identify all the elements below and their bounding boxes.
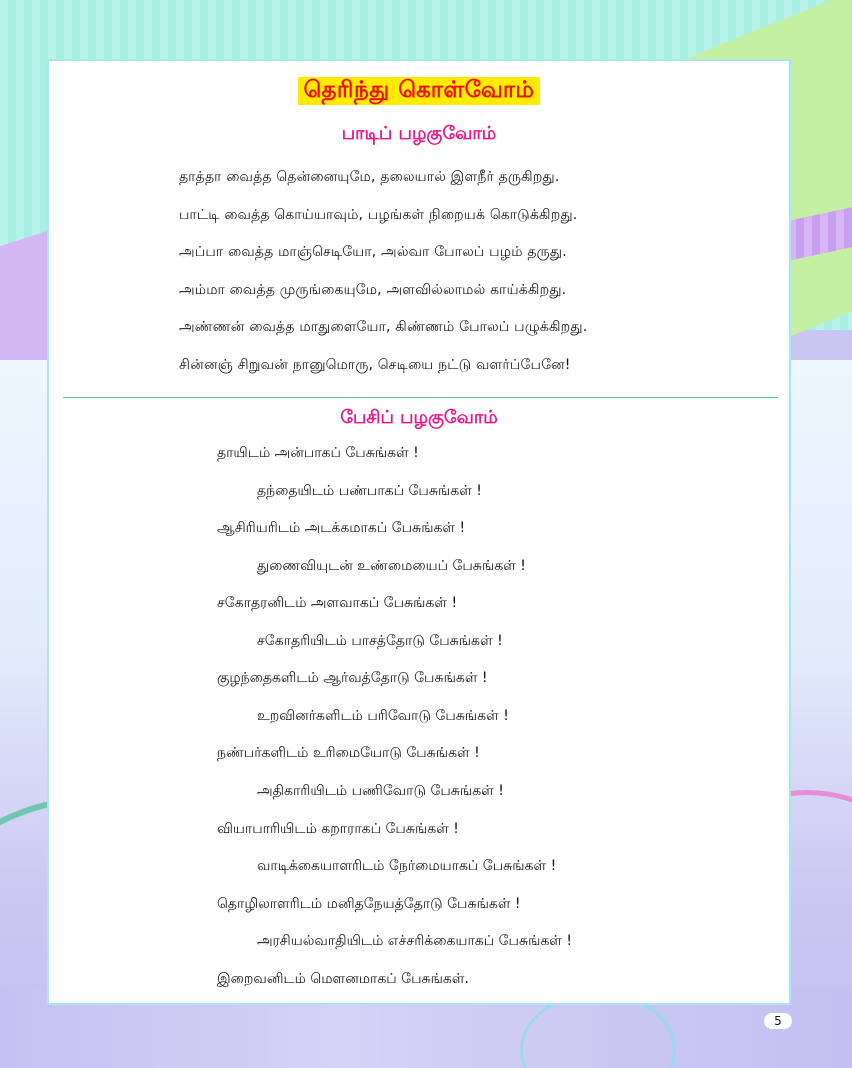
content-card [47, 59, 791, 1005]
speak-line: அதிகாரியிடம் பணிவோடு பேசுங்கள் ! [257, 783, 504, 799]
speak-line: நண்பர்களிடம் உரிமையோடு பேசுங்கள் ! [217, 745, 480, 761]
poem-line: சின்னஞ் சிறுவன் நானுமொரு, செடியை நட்டு வளர்ப்பேனே! [179, 357, 571, 373]
speak-line: சகோதரியிடம் பாசத்தோடு பேசுங்கள் ! [257, 633, 503, 649]
speak-line: அரசியல்வாதியிடம் எச்சரிக்கையாகப் பேசுங்கள் ! [257, 933, 572, 949]
speak-line: துணைவியுடன் உண்மையைப் பேசுங்கள் ! [257, 558, 526, 574]
speak-line: வாடிக்கையாளரிடம் நேர்மையாகப் பேசுங்கள் ! [257, 858, 557, 874]
poem-line: தாத்தா வைத்த தென்னையுமே, தலையால் இளநீர் தருகிறது. [179, 169, 560, 185]
speak-line: தந்தையிடம் பண்பாகப் பேசுங்கள் ! [257, 483, 482, 499]
page-title-text: தெரிந்து கொள்வோம் [298, 77, 541, 105]
speak-line: ஆசிரியரிடம் அடக்கமாகப் பேசுங்கள் ! [217, 520, 466, 536]
section-heading-sing: பாடிப் பழகுவோம் [341, 123, 497, 144]
page-title [49, 77, 789, 106]
poem-line: அம்மா வைத்த முருங்கையுமே, அளவில்லாமல் காய்க்கிறது. [179, 282, 567, 298]
speak-line: குழந்தைகளிடம் ஆர்வத்தோடு பேசுங்கள் ! [217, 670, 488, 686]
poem-line: பாட்டி வைத்த கொய்யாவும், பழங்கள் நிறையக் கொடுக்கிறது. [179, 207, 578, 223]
speak-line: உறவினர்களிடம் பரிவோடு பேசுங்கள் ! [257, 708, 509, 724]
speak-line: தாயிடம் அன்பாகப் பேசுங்கள் ! [217, 445, 419, 461]
page-number: 5 [764, 1013, 792, 1029]
section-divider [63, 397, 778, 398]
speak-line: தொழிலாளரிடம் மனிதநேயத்தோடு பேசுங்கள் ! [217, 896, 521, 912]
speak-line: சகோதரனிடம் அளவாகப் பேசுங்கள் ! [217, 595, 458, 611]
speak-line: வியாபாரியிடம் கறாராகப் பேசுங்கள் ! [217, 821, 459, 837]
poem-line: அப்பா வைத்த மாஞ்செடியோ, அல்வா போலப் பழம் தருது. [179, 244, 567, 260]
poem-line: அண்ணன் வைத்த மாதுளையோ, கிண்ணம் போலப் பழுக்கிறது. [179, 319, 588, 335]
section-heading-speak: பேசிப் பழகுவோம் [340, 407, 498, 428]
speak-line: இறைவனிடம் மௌனமாகப் பேசுங்கள். [217, 971, 469, 987]
